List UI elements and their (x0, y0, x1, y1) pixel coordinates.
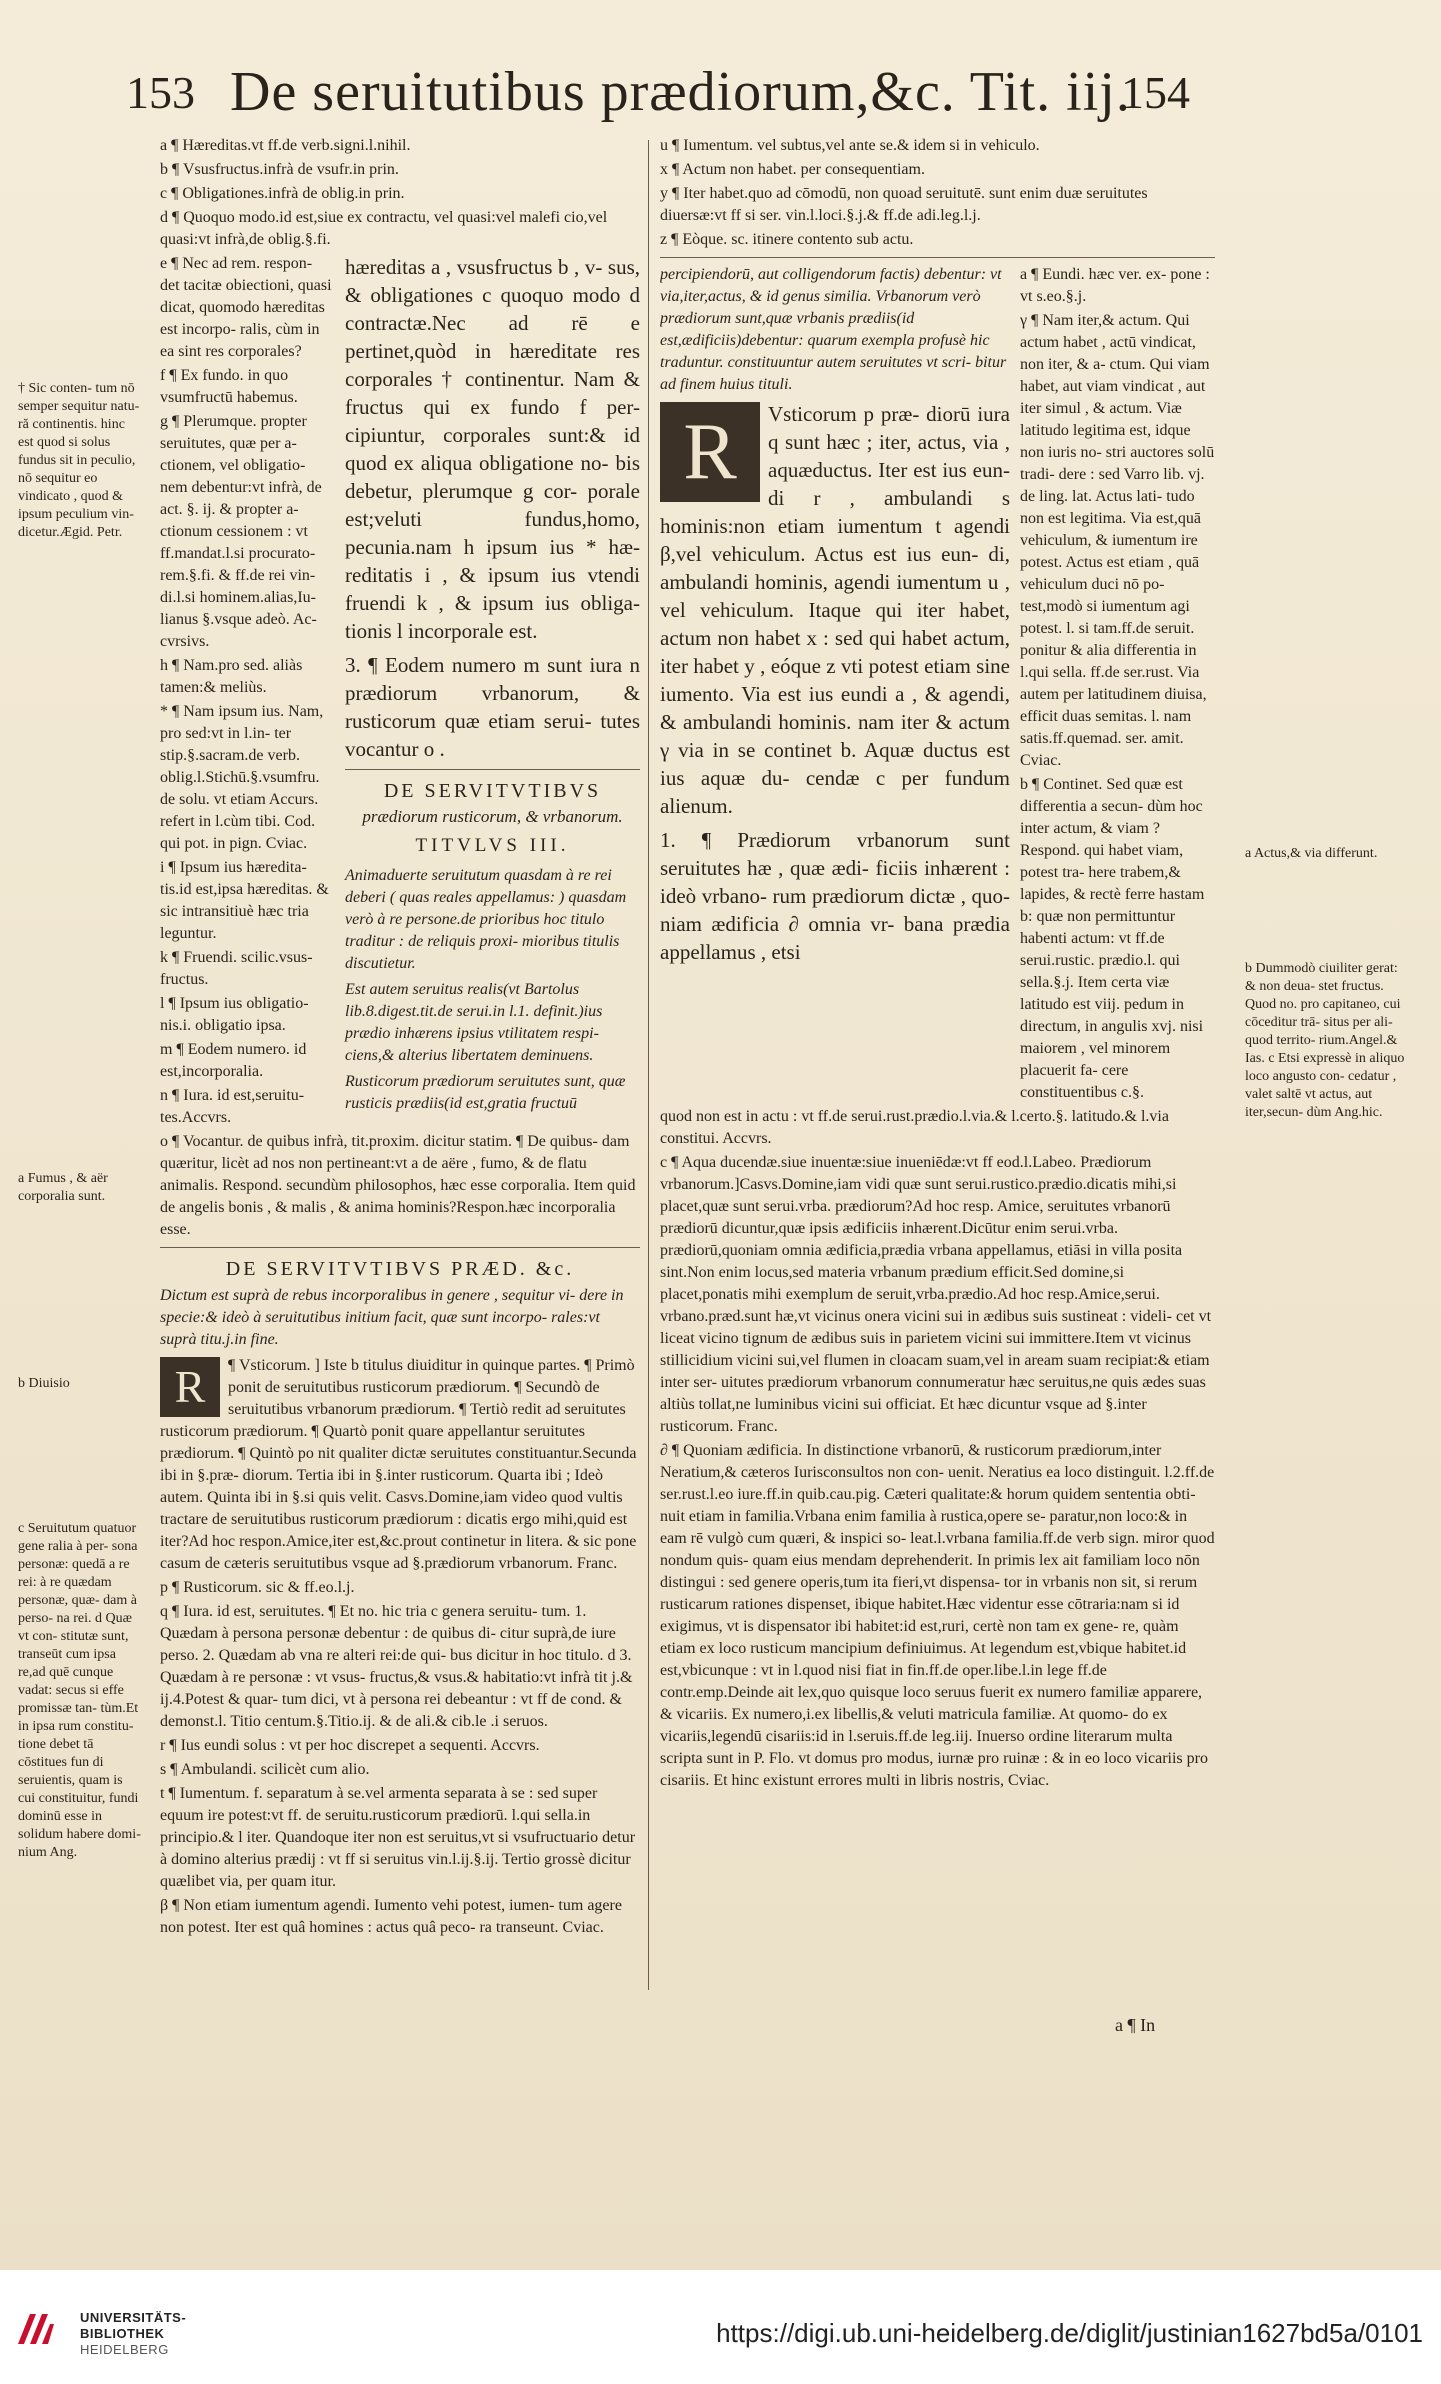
main-text-column (345, 253, 640, 1131)
library-line: UNIVERSITÄTS- (80, 2310, 187, 2325)
gloss-column (160, 253, 335, 1131)
gloss-line: b ¶ Continet. Sed quæ est differentia a secun- dùm hoc inter actum, & viam ? Respond. qui habet viam, potest tra- here trabem,& lapides, & rectè ferre hastam b: quæ non permittuntur habenti actum: vt ff.de serui.rustic. prædio.l. qui sella.§.j. Item certa viæ latitudo est viij. pedum in directum, in angulis xvj. nisi maiorem , vel minorem placuerit fa- cere constituentibus c.§. (1020, 776, 1205, 1101)
library-name (80, 2310, 186, 2358)
margin-note-left-4: c Seruitutum quatuor gene ralia à per- sona personæ: quedā a re rei: à re quædam personæ, quæ- dam à perso- na rei. d Quæ vt con- stitutæ sunt, transeūt cum ipsa re,ad quē cunque vadat: secus si effe promissæ tan- tùm.Et in ipsa rum constitu- tione debet tā cōstitues fun di seruientis, quam is cui constituitur, fundi dominū esse in solidum habere domi- nium Ang. (18, 1521, 141, 1860)
gloss-line: e ¶ Nec ad rem. respon- det tacitæ obiectioni, quasi dicat, quomodo hæreditas est incorpo- ralis, cùm in ea sint res corporales? (160, 255, 332, 360)
summary-paragraph: Animaduerte seruitutum quasdam à re rei deberi ( quas reales appellamus: ) quasdam verò à re persone.de prioribus hoc titulo traditur : de reliquis proxi- mioribus titulis discutietur. (345, 867, 627, 972)
left-column (160, 135, 640, 2065)
gloss-line: c ¶ Aqua ducendæ.siue inuentæ:siue inueniēdæ:vt ff eod.l.Labeo. Prædiorum vrbanorum.]Casvs.Domine,iam vidi quæ sunt serui.rustico.prædio.dicatis mihi,si placet,quæ sunt serui.vrba. prædiorum?Ad hoc resp. Amice, seruitutes vrbanorū prædiorū dicuntur,quæ ipsis ædificiis inhærent.Dicūtur enim serui.vrba. prædiorū,quoniam omnia ædificia,prædia vrbana appellamus, etiāsi in villa posita sint.Non enim locus,sed materia vrbanum prædium efficit.Sed domine,si placet,ponatis mihi exemplum de seruit,vrba.prædio.Ad hoc resp.Amice,serui. vrbano.præd.sunt hæ,vt vicinus onera vicini sui in ædibus suis sustineat : videli- cet vt liceat vicino tignum de ædibus suis in parietem vicini sui immittere.Item vt vicinus stillicidium vicini sui,vel flumen in cloacam suam,vel in aream suam recipiat:& etiam inter ser- uitutes prædiorum vrbanorum connumeratur hæc seruitus,ne quis ædes suas altiùs tollat,ne luminibus vicini sui officiat. Et hæc dicuntur vsque ad §.inter rusticorum. Franc. (660, 1154, 1212, 1435)
gloss-line: t ¶ Iumentum. f. separatum à se.vel armenta separata à se : sed super equum ire potest:vt ff. de seruitu.rusticorum prædiorū. l.qui sella.in principio.& l iter. Quandoque iter non est seruitus,vt si vsufructuario detur à domino alterius prædij : vt ff si seruitus vin.l.ij.§.ij. Tertio grossè dicitur quælibet via, per quam itur. (160, 1785, 636, 1890)
margin-note-left-2: a Fumus , & aër corporalia sunt. (18, 1171, 108, 1204)
gloss-line: r ¶ Ius eundi solus : vt per hoc discrepet a sequenti. Accvrs. (160, 1737, 540, 1754)
gloss-line: z ¶ Eòque. sc. itinere contento sub actu. (660, 231, 914, 248)
lower-heading: DE SERVITVTIBVS PRÆD. &c. (225, 1258, 575, 1280)
gloss-line: l ¶ Ipsum ius obligatio- nis.i. obligatio ipsa. (160, 995, 309, 1034)
gloss-line: m ¶ Eodem numero. id est,incorporalia. (160, 1041, 307, 1080)
ub-heidelberg-logo-icon[interactable] (16, 2310, 56, 2346)
gloss-line: a ¶ Hæreditas.vt ff.de verb.signi.l.nihil. (160, 137, 411, 154)
gloss-line: y ¶ Iter habet.quo ad cōmodū, non quoad seruitutē. sunt enim duæ seruitutes diuersæ:vt ff si ser. vin.l.loci.§.j.& ff.de adi.leg.l.j. (660, 185, 1148, 224)
main-text-column (660, 264, 1010, 1106)
gloss-line: ∂ ¶ Quoniam ædificia. In distinctione vrbanorū, & rusticorum prædiorum,inter Neratium,& cæteros Iurisconsultos non con- uenit. Neratius ea loco distinguit. l.2.ff.de ser.rust.l.eo iure.ff.in quib.cau.pig. Cæteri qualitate:& horum quidem sententia obti- nuit etiam in familia.Vrbana enim familia à rustica,opere se- paratur,non loco:& in eam rē vulgò cum quæri, & inspici so- leat.l.vrbana familia.ff.de verb sign. miror quod nondum quis- quam eius mendam deprehenderit. In primis lex ait familiam loco nōn distingui : sed genere operis,tum ita fieri,vt dispensa- tor in vrbanis non sit, si rerum rusticarum rationes dispenset, ibique habitet.Hæc videntur esse cōtraria:nam si id exigimus, vt is dispensator ibi habitet:id est,ruri, certè non tam ex gene- re, quàm etiam ex loco rusticum mancipium definiuimus. At legendum est,vbique habitet.id est,vbicunque : vt in l.quod nisi fiat in fin.ff.de oper.libe.l.in lege ff.de contr.emp.Deinde ait lex,quo quisque loco seruus fuerit ex numero familiæ apparere, & vicariis. Ex numero,i.ex libellis,& veluti matricula familiæ. At quomo- do ex vicariis,legendū cisariis:id in l.seruis.ff.de leg.iij. Inuerso ordine literarum multa scripta sunt in P. Flo. vt domus pro modus, iurnæ pro ruinæ : & in eo loco vicariis pro cisariis. Et hinc existunt errores multi in libris nostris, Cviac. (660, 1442, 1215, 1789)
margin-note-left-1: † Sic conten- tum nō semper sequitur natu- ră continentis. hinc est quod si solus fundus sit in peculio, nō sequitur eo vindicato , quod & ipsum peculium vin- dicetur.Ægid. Petr. (18, 381, 140, 540)
gloss-line: f ¶ Ex fundo. in quo vsumfructū habemus. (160, 367, 298, 406)
gloss-line: c ¶ Obligationes.infrà de oblig.in prin. (160, 185, 405, 202)
gloss-line: p ¶ Rusticorum. sic & ff.eo.l.j. (160, 1579, 355, 1596)
viewer-footer (0, 2270, 1441, 2384)
divider (345, 769, 640, 770)
page-number-right: 154 (1121, 67, 1190, 118)
library-line: HEIDELBERG (80, 2342, 169, 2357)
titulus-heading: TITVLVS III. (415, 835, 570, 856)
column-rule (648, 140, 649, 1990)
main-text-paragraph: 1. ¶ Prædiorum vrbanorum sunt seruitutes hæ , quæ ædi- ficiis inhærent : ideò vrbano- rum prædiorum dictæ , quo- niam ædificia ∂ omnia vr- bana prædia appellamus , etsi (660, 828, 1010, 964)
right-column (660, 135, 1215, 1995)
document-url-link[interactable]: https://digi.ub.uni-heidelberg.de/diglit/justinian1627bd5a/0101 (716, 2318, 1423, 2348)
divider (160, 1247, 640, 1248)
page-number-left: 153 (126, 67, 195, 118)
gloss-line: quod non est in actu : vt ff.de serui.rust.prædio.l.via.& l.certo.§. latitudo.& l.via constitui. Accvrs. (660, 1108, 1169, 1147)
section-subtitle: prædiorum rusticorum, & vrbanorum. (362, 807, 623, 826)
gloss-text-block (160, 253, 640, 1131)
gloss-line: s ¶ Ambulandi. scilicèt cum alio. (160, 1761, 370, 1778)
margin-note-right-1: a Actus,& via differunt. (1245, 846, 1378, 861)
summary-paragraph: percipiendorū, aut colligendorum factis) debentur: vt via,iter,actus, & id genus similia. Vrbanorum verò prædiorum sunt,quæ vrbanis prædiis(id est,ædificiis)debentur: quarum exempla profusè hic traduntur. constituuntur autem seruitutes vt scri- bitur ad finem huius tituli. (660, 266, 1007, 393)
margin-note-left-3: b Diuisio (18, 1376, 70, 1391)
gloss-line: o ¶ Vocantur. de quibus infrà, tit.proxim. dicitur statim. ¶ De quibus- dam quæritur, licèt ad nos non pertineant:vt a de aëre , fumo, & de flatu animalis. Respond. secundùm philosophos, hæc esse corporalia. Item quid de angelis bonis , & malis , & anima hominis?Respon.hæc incorporalia esse. (160, 1133, 636, 1238)
running-header (120, 60, 1200, 130)
catchword: a ¶ In (1115, 2015, 1156, 2035)
main-text-paragraph: Vsticorum p præ- diorū iura q sunt hæc ; iter, actus, via , aquæductus. Iter est ius eun- di r , ambulandi s hominis:non etiam iumentum t agendi β,vel vehiculum. Actus est ius eun- di, ambulandi hominis, agendi iumentum u , vel vehiculum. Itaque qui iter habet, actum non habet x : sed qui habet actum, iter habet y , eóque z vti potest etiam sine iumento. Via est ius eundi a , & agendi, & ambulandi hominis. nam iter & actum γ via in se continet b. Aquæ ductus est ius aquæ du- cendæ c per fundum alienum. (660, 402, 1010, 818)
divider (660, 257, 1215, 258)
text-and-gloss-block (660, 264, 1215, 1106)
gloss-line: γ ¶ Nam iter,& actum. Qui actum habet , actū vindicat, non iter, & a- ctum. Qui viam habet, aut viam vindicat , aut iter simul , & actum. Viæ latitudo legitima est, idque non iuris no- stri auctores solū tradi- dere : sed Varro lib. vj. de ling. lat. Actus lati- tudo non est legitima. Via est,quā vehiculum, & iumentum ire potest. Actus est etiam , quā vehiculum duci nō po- test,modò si iumentum agi potest. l. si tam.ff.de seruit. ponitur & alia differentia in l.qui sella. ff.de ser.rust. Via autem per latitudinem diuisa, efficit duas semitas. l. nam satis.ff.quemad. ser. amit. Cviac. (1020, 312, 1215, 769)
section-title: DE SERVITVTIBVS (383, 780, 602, 802)
gloss-line: i ¶ Ipsum ius hæredita- tis.id est,ipsa hæreditas. & sic intransitiuè hæc tria leguntur. (160, 859, 329, 942)
gloss-line: b ¶ Vsusfructus.infrà de vsufr.in prin. (160, 161, 399, 178)
gloss-line: q ¶ Iura. id est, seruitutes. ¶ Et no. hic tria c genera seruitu- tum. 1. Quædam à persona personæ debentur : de quibus di- citur suprà,de iure perso. 2. Quædam ab vna re alteri rei:de qui- bus dicitur in hoc titulo. d 3. Quædam à re personæ : vt vsus- fructus,& vsus.& habitatio:vt infrà tit j.& ij.4.Potest & quar- tum dici, vt à persona rei debeantur : vt ff de cond. & demonst.l. Titio centum.§.Titio.ij. & de ali.& cib.le .i seruos. (160, 1603, 633, 1730)
gloss-line: g ¶ Plerumque. propter seruitutes, quæ per a- ctionem, vel obligatio- nem debentur:vt infrà, de act. §. ij. & propter a- ctionum cessionem : vt ff.mandat.l.si procurato- rem.§.fi. & ff.de rei vin- di.l.si hominem.alias,Iu- lianus §.vsque adeò. Ac- cvrsivs. (160, 413, 322, 650)
gloss-line: x ¶ Actum non habet. per consequentiam. (660, 161, 925, 178)
running-title: De seruitutibus prædiorum,&c. Tit. iij. (230, 61, 1131, 123)
library-line: BIBLIOTHEK (80, 2326, 165, 2341)
gloss-line: d ¶ Quoquo modo.id est,siue ex contractu, vel quasi:vel malefi cio,vel quasi:vt infrà,de oblig.§.fi. (160, 209, 608, 248)
main-text-paragraph: hæreditas a , vsusfructus b , v- sus, & obligationes c quoquo modo d contractæ.Nec ad rē e pertinet,quòd in hæreditate res corporales † continentur. Nam & fructus qui ex fundo f per- cipiuntur, corporales sunt:& id quod ex aliqua obligatione no- bis debetur, plerumque g cor- porale est;veluti fundus,homo, pecunia.nam h ipsum ius * hæ- reditatis i , & ipsum ius vtendi fruendi k , & ipsum ius obliga- tionis l incorporale est. (345, 255, 640, 643)
gloss-column (1020, 264, 1215, 1106)
summary-paragraph: Est autem seruitus realis(vt Bartolus lib.8.digest.tit.de serui.in l.1. definit.)ius prædio inhærens ipsius vtilitatem respi- ciens,& alterius libertatem deminuens. (345, 981, 603, 1064)
margin-note-right-2: b Dummodò ciuiliter gerat: & non deua- stet fructus. Quod no. pro capitaneo, cui cōceditur trā- situs per ali- quod territo- rium.Angel.& Ias. c Etsi expressè in aliquo loco angusto con- cedatur , valet saltē vt actus, aut iter,secun- dùm Ang.hic. (1245, 961, 1405, 1120)
decorated-initial: R (660, 402, 760, 502)
gloss-line: h ¶ Nam.pro sed. aliàs tamen:& meliùs. (160, 657, 303, 696)
gloss-line: * ¶ Nam ipsum ius. Nam, pro sed:vt in l.in- ter stip.§.sacram.de verb. oblig.l.Stichū.§.vsumfru. de solu. vt etiam Accurs. refert in l.cùm tibi. Cod. qui pot. in pign. Cviac. (160, 703, 324, 852)
gloss-line: u ¶ Iumentum. vel subtus,vel ante se.& idem si in vehiculo. (660, 137, 1040, 154)
main-text-paragraph: 3. ¶ Eodem numero m sunt iura n prædiorum vrbanorum, & rusticorum quæ etiam serui- tutes vocantur o . (345, 653, 640, 761)
lower-intro: Dictum est suprà de rebus incorporalibus in genere , sequitur vi- dere in specie:& ideò à seruitutibus initium facit, quæ sunt incorpo- rales:vt suprà titu.j.in fine. (160, 1287, 624, 1348)
gloss-line: ¶ Vsticorum. ] Iste b titulus diuiditur in quinque partes. ¶ Primò ponit de seruitutibus rusticorum prædiorum. ¶ Secundò de seruitutibus vrbanorum prædiorum. ¶ Tertiò redit ad seruitutes rusticorum prædiorum. ¶ Quartò ponit quare appellantur seruitutes prædiorum. ¶ Quintò po nit qualiter dictæ seruitutes constituantur.Secunda ibi in §.præ- diorum. Tertia ibi in §.inter rusticorum. Quarta ibi ; Ideò autem. Quinta ibi in §.si quis velit. Casvs.Domine,iam video quod vultis tractare de seruitutibus rusticorum prædiorum : dicatis ergo mihi,quid est iter?Ad hoc respon.Amice,iter est,&c.prout continetur in litera. & sic pone casum de cæteris seruitutibus vsque ad §.prædiorum vrbanorum. Franc. (160, 1357, 637, 1572)
gloss-line: k ¶ Fruendi. scilic.vsus- fructus. (160, 949, 313, 988)
gloss-line: n ¶ Iura. id est,seruitu- tes.Accvrs. (160, 1087, 305, 1126)
gloss-line: β ¶ Non etiam iumentum agendi. Iumento vehi potest, iumen- tum agere non potest. Iter est quâ homines : actus quâ peco- ra transeunt. Cviac. (160, 1897, 622, 1936)
decorated-initial: R (160, 1357, 220, 1417)
summary-paragraph: Rusticorum prædiorum seruitutes sunt, quæ rusticis prædiis(id est,gratia fructuū (345, 1073, 626, 1112)
gloss-line: a ¶ Eundi. hæc ver. ex- pone : vt s.eo.§.j. (1020, 266, 1210, 305)
